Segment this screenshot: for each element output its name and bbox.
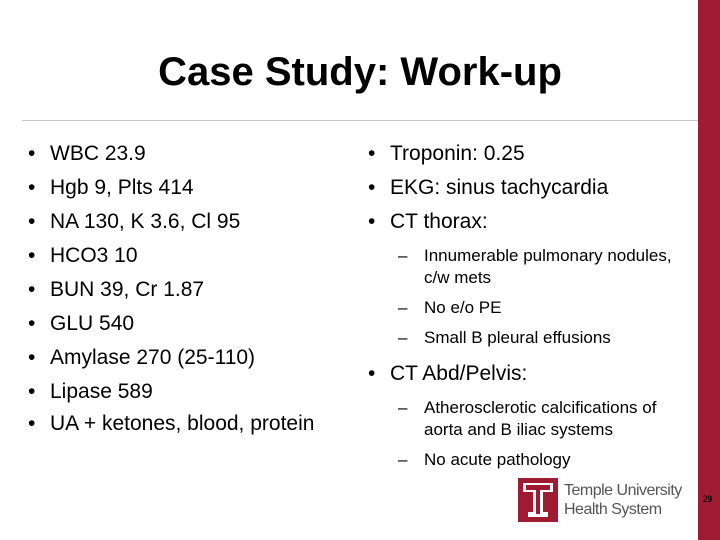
logo-line2: Health System <box>564 501 662 518</box>
page-number: 29 <box>703 494 712 504</box>
list-item: • GLU 540 <box>28 307 328 341</box>
list-item: • Amylase 270 (25-110) <box>28 341 328 375</box>
list-item: • UA + ketones, blood, protein <box>28 409 328 439</box>
ekg-item: • EKG: sinus tachycardia <box>368 171 698 205</box>
slide-title: Case Study: Work-up <box>158 50 562 94</box>
ct-thorax-finding: – No e/o PE <box>368 297 698 319</box>
temple-t-icon <box>518 478 558 522</box>
list-item: • HCO3 10 <box>28 239 328 273</box>
ct-thorax-finding: – Small B pleural effusions <box>368 327 698 349</box>
list-item: • Hgb 9, Plts 414 <box>28 171 328 205</box>
troponin-item: • Troponin: 0.25 <box>368 137 698 171</box>
spacer <box>368 319 698 327</box>
ct-abd-finding: – Atherosclerotic calcifications of aorta and B iliac systems <box>368 397 698 441</box>
list-item: • NA 130, K 3.6, Cl 95 <box>28 205 328 239</box>
logo-line1: Temple University <box>564 482 682 499</box>
list-item: • Lipase 589 <box>28 375 328 409</box>
spacer <box>368 441 698 449</box>
ct-abd-finding: – No acute pathology <box>368 449 698 471</box>
logo-wordmark <box>564 481 682 519</box>
list-item: • BUN 39, Cr 1.87 <box>28 273 328 307</box>
ct-abd-item: • CT Abd/Pelvis: <box>368 357 698 391</box>
ct-thorax-finding: – Innumerable pulmonary nodules, c/w mets <box>368 245 698 289</box>
lab-results-list <box>28 137 328 439</box>
spacer <box>368 289 698 297</box>
spacer <box>368 349 698 357</box>
title-divider <box>22 120 698 121</box>
ct-thorax-item: • CT thorax: <box>368 205 698 239</box>
imaging-list <box>368 137 698 471</box>
temple-logo <box>518 478 682 522</box>
list-item: • WBC 23.9 <box>28 137 328 171</box>
